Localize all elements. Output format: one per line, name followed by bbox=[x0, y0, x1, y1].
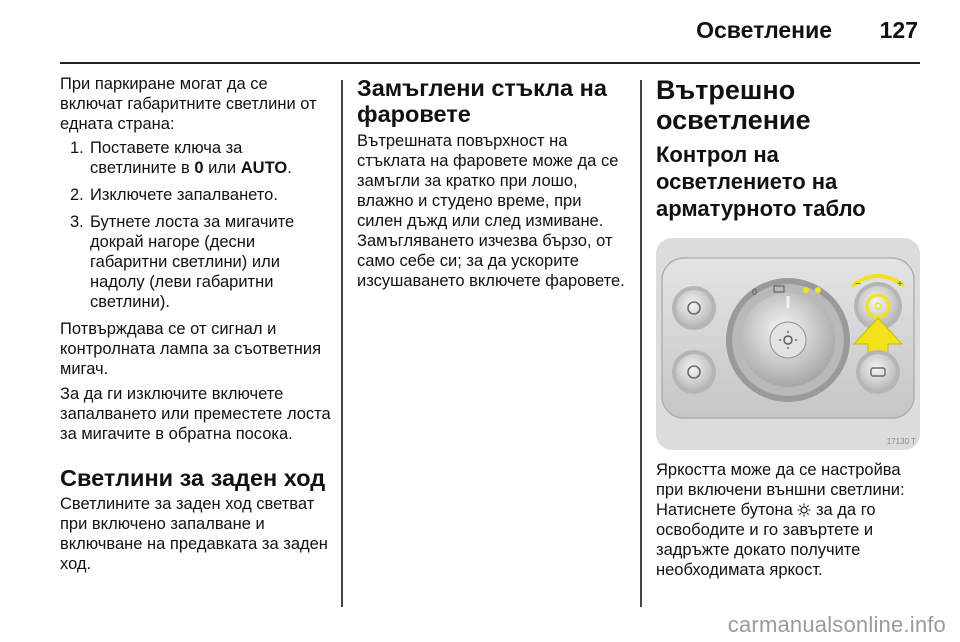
confirmation-text: Потвърждава се от сигнал и контролната лампа за съответния мигач. bbox=[60, 320, 322, 378]
dimmer-sun-icon bbox=[797, 503, 811, 517]
switch-position-zero: 0 bbox=[194, 159, 204, 177]
fogged-lenses-remedy: Замъгляването изчезва бързо, от само себе си; за да ускорите изсушаването включете фаровете. bbox=[357, 232, 625, 290]
main-light-knob bbox=[726, 278, 850, 402]
dash-lighting-subheading: Контрол на осветлението на арматурното табло bbox=[656, 142, 866, 221]
column-3 bbox=[656, 74, 926, 580]
step-text: Бутнете лоста за мигачите докрай нагоре (десни габаритни светлини) или надолу (леви габаритни светлини). bbox=[90, 213, 295, 311]
step-text: Изключете запалването. bbox=[90, 186, 278, 204]
switch-position-auto: AUTO bbox=[240, 159, 288, 177]
step-number: 1. bbox=[70, 139, 84, 157]
step-number: 3. bbox=[70, 213, 84, 231]
reversing-lights-text: Светлините за заден ход светват при включено запалване и включване на предавката за заден ход. bbox=[60, 495, 328, 573]
reversing-lights-heading: Светлини за заден ход bbox=[60, 465, 326, 491]
light-switch-illustration bbox=[656, 238, 920, 450]
header-rule bbox=[60, 62, 920, 64]
brightness-intro: Яркостта може да се настройва при включени външни светлини: bbox=[656, 461, 905, 499]
parking-lights-intro: При паркиране могат да се включат габаритните светлини от едната страна: bbox=[60, 75, 317, 133]
step-number: 2. bbox=[70, 186, 84, 204]
instruction-text-start: Натиснете бутона bbox=[656, 501, 798, 519]
chapter-title: Осветление bbox=[696, 17, 832, 43]
steps-list bbox=[60, 138, 332, 312]
step-text-or: или bbox=[203, 159, 241, 177]
column-2 bbox=[357, 74, 629, 291]
light-switch-panel-drawing bbox=[656, 238, 920, 450]
front-fog-button bbox=[672, 286, 716, 330]
site-watermark: carmanualsonline.info bbox=[727, 612, 946, 637]
disable-text: За да ги изключите включете запалването или преместете лоста за мигачите в обратна посока. bbox=[60, 385, 331, 443]
step-text: Поставете ключа за светлините в bbox=[90, 139, 243, 177]
figure-code: 17130 T bbox=[886, 437, 916, 446]
brightness-instruction bbox=[656, 500, 926, 580]
interior-light-button bbox=[856, 350, 900, 394]
column-1 bbox=[60, 74, 332, 574]
fogged-lenses-text: Вътрешната повърхност на стъклата на фаровете може да се замъгли за кратко при лошо, влажно и студено време, при силен дъжд или след измиване. bbox=[357, 132, 619, 230]
interior-lighting-heading: Вътрешно осветление bbox=[656, 75, 811, 135]
minus-mark: − bbox=[855, 279, 861, 290]
page-number: 127 bbox=[879, 17, 918, 43]
position-zero-label: 0 bbox=[752, 287, 758, 297]
fogged-lenses-heading: Замъглени стъкла на фаровете bbox=[357, 75, 607, 127]
step-3 bbox=[60, 212, 332, 312]
step-1 bbox=[60, 138, 332, 178]
step-text-end: . bbox=[287, 159, 292, 177]
step-2 bbox=[60, 185, 332, 205]
instruction-text-end: за да го освободите и го завъртете и задръжте докато получите необходимата яркост. bbox=[656, 501, 876, 579]
page-header bbox=[0, 0, 960, 62]
column-divider-right bbox=[640, 80, 642, 607]
rear-fog-button bbox=[672, 350, 716, 394]
plus-mark: + bbox=[897, 279, 903, 290]
column-divider-left bbox=[341, 80, 343, 607]
highbeam-indicator bbox=[815, 287, 821, 293]
lowbeam-indicator bbox=[803, 287, 809, 293]
